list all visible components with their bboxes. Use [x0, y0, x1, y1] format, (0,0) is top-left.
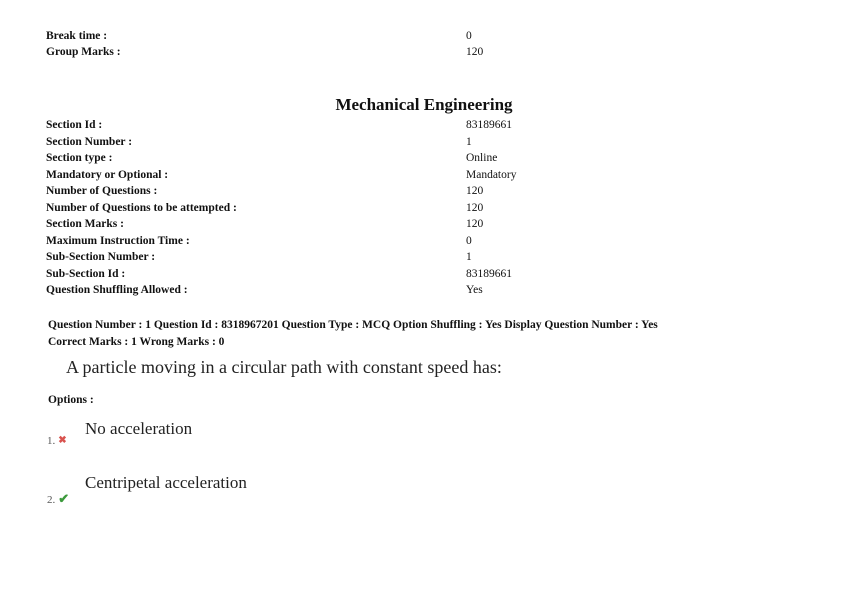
cross-icon: ✖	[58, 435, 67, 446]
sub-section-number-value: 1	[466, 251, 472, 263]
section-id-label: Section Id :	[46, 119, 103, 131]
section-id-value: 83189661	[466, 119, 512, 131]
option-1	[47, 435, 67, 447]
check-icon: ✔	[58, 491, 70, 506]
max-instruction-time-label: Maximum Instruction Time :	[46, 235, 190, 247]
number-of-questions-value: 120	[466, 185, 484, 197]
break-time-value: 0	[466, 30, 472, 42]
option-2	[47, 491, 69, 507]
section-marks-label: Section Marks :	[46, 218, 124, 230]
section-title: Mechanical Engineering	[335, 95, 513, 114]
options-label: Options :	[48, 394, 94, 406]
mandatory-optional-value: Mandatory	[466, 169, 517, 181]
option-2-text: Centripetal acceleration	[85, 473, 247, 492]
group-marks-value: 120	[466, 46, 484, 58]
sub-section-id-value: 83189661	[466, 268, 512, 280]
option-1-text: No acceleration	[85, 419, 193, 438]
group-marks-label: Group Marks :	[46, 46, 121, 58]
questions-to-attempt-label: Number of Questions to be attempted :	[46, 202, 237, 214]
option-1-number: 1.	[47, 435, 56, 447]
sub-section-id-label: Sub-Section Id :	[46, 268, 126, 280]
questions-to-attempt-value: 120	[466, 202, 484, 214]
question-shuffling-label: Question Shuffling Allowed :	[46, 284, 188, 296]
question-meta: Question Number : 1 Question Id : 8318967201 Question Type : MCQ Option Shuffling : Yes Display Question Number : Yes	[48, 319, 658, 331]
sub-section-number-label: Sub-Section Number :	[46, 251, 156, 263]
break-time-label: Break time :	[46, 30, 108, 42]
section-type-value: Online	[466, 152, 498, 164]
question-text: A particle moving in a circular path with constant speed has:	[66, 357, 502, 377]
max-instruction-time-value: 0	[466, 235, 472, 247]
section-type-label: Section type :	[46, 152, 113, 164]
number-of-questions-label: Number of Questions :	[46, 185, 158, 197]
question-marks: Correct Marks : 1 Wrong Marks : 0	[48, 336, 225, 348]
section-marks-value: 120	[466, 218, 484, 230]
mandatory-optional-label: Mandatory or Optional :	[46, 169, 169, 181]
section-number-value: 1	[466, 136, 472, 148]
question-shuffling-value: Yes	[466, 284, 483, 296]
option-2-number: 2.	[47, 494, 56, 506]
section-number-label: Section Number :	[46, 136, 133, 148]
